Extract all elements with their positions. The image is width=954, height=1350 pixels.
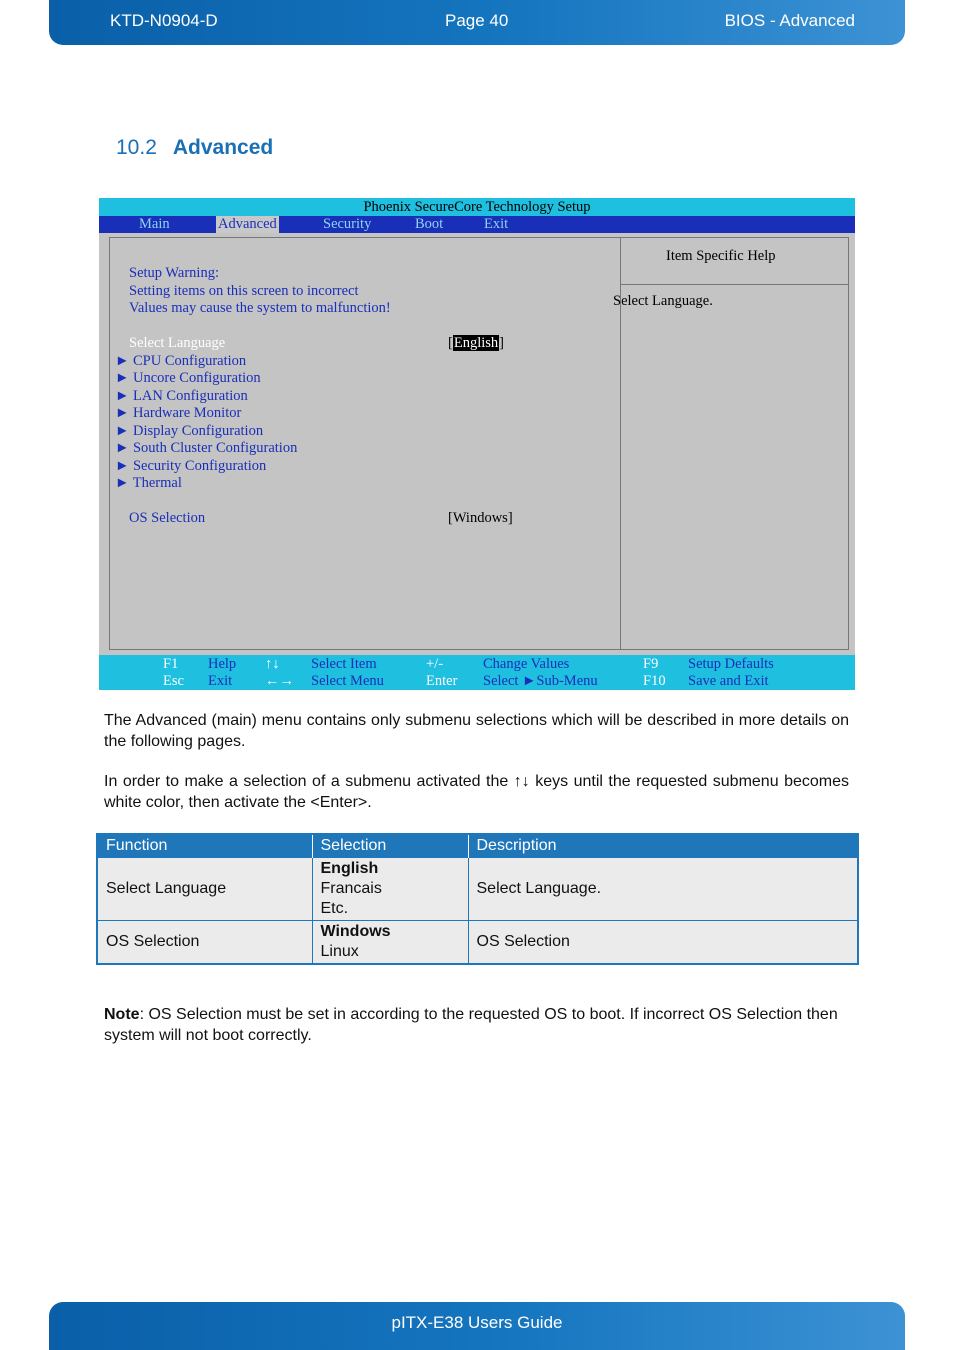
note-text: : OS Selection must be set in according to the requested OS to boot. If incorrect OS Selection then system will not boot correctly. (104, 1006, 838, 1044)
submenu-cpu[interactable] (115, 353, 246, 370)
key-esc: Esc (163, 673, 184, 689)
arrow-right-icon: ► (115, 440, 130, 456)
table-row (97, 857, 858, 920)
cell-function: Select Language (97, 857, 312, 920)
selection-option: Linux (320, 942, 359, 960)
selection-option: Francais (320, 879, 382, 897)
submenu-label: Uncore Configuration (132, 370, 261, 386)
key-updown-desc: Select Item (311, 656, 377, 672)
os-selection-value[interactable]: [Windows] (448, 510, 513, 526)
key-plusminus-desc: Change Values (483, 656, 570, 672)
os-selection-label[interactable]: OS Selection (129, 510, 206, 526)
page-header (49, 0, 905, 45)
paragraph-intro: The Advanced (main) menu contains only submenu selections which will be described in more details on the following pages. (104, 712, 849, 750)
submenu-label: CPU Configuration (132, 353, 247, 369)
submenu-hardware-monitor[interactable] (115, 405, 241, 422)
key-enter-desc: Select ►Sub-Menu (483, 673, 598, 689)
help-hline (620, 284, 849, 285)
submenu-label: Thermal (132, 475, 182, 491)
submenu-south-cluster[interactable] (115, 440, 297, 457)
bios-title: Phoenix SecureCore Technology Setup (99, 198, 855, 216)
arrow-right-icon: ► (115, 353, 130, 369)
function-table (96, 833, 859, 965)
note-label: Note (104, 1006, 140, 1023)
submenu-lan[interactable] (115, 388, 248, 405)
submenu-label: Hardware Monitor (132, 405, 242, 421)
key-esc-desc: Exit (208, 673, 233, 689)
select-language-label[interactable]: Select Language (129, 335, 226, 351)
arrow-right-icon: ► (115, 423, 130, 439)
bios-screenshot (99, 198, 855, 690)
bios-menu-boot[interactable]: Boot (415, 216, 444, 232)
section-heading (116, 136, 273, 160)
key-f10-desc: Save and Exit (688, 673, 769, 689)
bios-footer (99, 655, 855, 690)
key-leftright: ←→ (265, 673, 294, 689)
arrow-right-icon: ► (115, 458, 130, 474)
help-title: Item Specific Help (666, 248, 776, 264)
bios-menu-bar (99, 216, 855, 233)
setup-warning-line2: Values may cause the system to malfunction! (129, 300, 391, 316)
submenu-label: Security Configuration (132, 458, 267, 474)
key-f10: F10 (643, 673, 666, 689)
paragraph-instructions: In order to make a selection of a submenu activated the ↑↓ keys until the requested submenu becomes white color, then activate the <Enter>. (104, 773, 849, 811)
arrow-right-icon: ► (115, 475, 130, 491)
key-f9-desc: Setup Defaults (688, 656, 774, 672)
submenu-uncore[interactable] (115, 370, 261, 387)
setup-warning-title: Setup Warning: (129, 265, 219, 281)
table-header-row (97, 834, 858, 857)
arrow-right-icon: ► (115, 370, 130, 386)
submenu-security[interactable] (115, 458, 266, 475)
language-selected: English (453, 335, 499, 351)
submenu-label: Display Configuration (132, 423, 264, 439)
arrow-right-icon: ► (115, 405, 130, 421)
bios-menu-advanced[interactable]: Advanced (218, 216, 277, 232)
select-language-value[interactable]: [English] (448, 335, 504, 351)
key-f1: F1 (163, 656, 179, 672)
key-updown: ↑↓ (265, 656, 280, 672)
key-f1-desc: Help (208, 656, 237, 672)
doc-id: KTD-N0904-D (110, 11, 218, 30)
bios-menu-exit[interactable]: Exit (484, 216, 509, 232)
cell-selection (312, 920, 468, 964)
cell-description: OS Selection (468, 920, 858, 964)
key-f9: F9 (643, 656, 659, 672)
selection-default: English (320, 859, 379, 877)
column-header: Description (468, 834, 858, 857)
submenu-thermal[interactable] (115, 475, 182, 492)
submenu-display[interactable] (115, 423, 263, 440)
selection-default: Windows (320, 922, 391, 940)
column-header: Selection (312, 834, 468, 857)
bios-menu-main[interactable]: Main (139, 216, 170, 232)
header-section: BIOS - Advanced (724, 11, 855, 30)
column-header: Function (97, 834, 312, 857)
bios-body (99, 233, 855, 655)
cell-function: OS Selection (97, 920, 312, 964)
cell-selection (312, 857, 468, 920)
page-footer: pITX-E38 Users Guide (49, 1302, 905, 1350)
submenu-label: South Cluster Configuration (132, 440, 298, 456)
table-row (97, 920, 858, 964)
bios-menu-security[interactable]: Security (323, 216, 372, 232)
setup-warning-line1: Setting items on this screen to incorrect (129, 283, 359, 299)
arrow-right-icon: ► (115, 388, 130, 404)
selection-option: Etc. (320, 899, 349, 917)
bios-frame (109, 237, 849, 650)
key-enter: Enter (426, 673, 458, 689)
key-leftright-desc: Select Menu (311, 673, 384, 689)
note-paragraph (104, 1004, 849, 1046)
section-number: 10.2 (116, 136, 157, 159)
key-plusminus: +/- (426, 656, 444, 672)
section-name: Advanced (172, 136, 274, 159)
submenu-label: LAN Configuration (132, 388, 248, 404)
page-number: Page 40 (445, 11, 509, 30)
help-text: Select Language. (613, 293, 713, 309)
cell-description: Select Language. (468, 857, 858, 920)
